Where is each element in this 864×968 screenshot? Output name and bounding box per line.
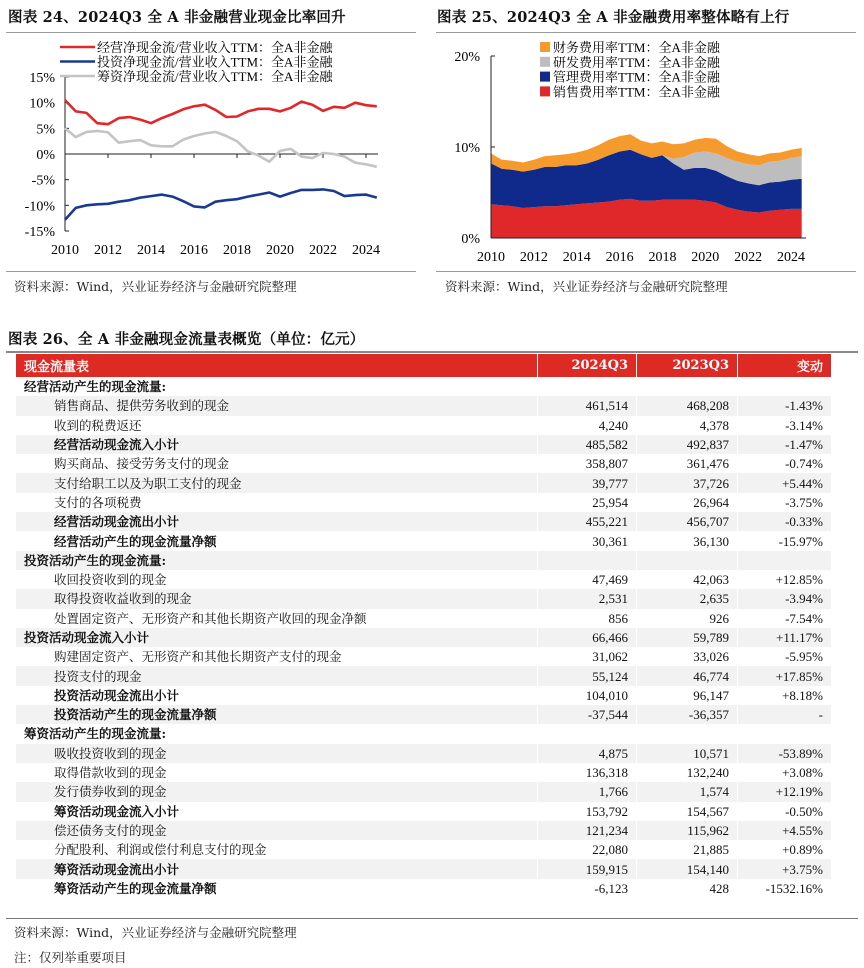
value-2024q3: 358,807 bbox=[538, 454, 637, 473]
value-2023q3: 37,726 bbox=[637, 473, 738, 492]
value-2024q3: 153,792 bbox=[538, 802, 637, 821]
figure25-title: 图表 25、2024Q3 全 A 非金融费用率整体略有上行 bbox=[437, 9, 790, 26]
row-label: 筹资活动现金流出小计 bbox=[16, 859, 538, 878]
table-row bbox=[16, 435, 832, 454]
column-header-change: 变动 bbox=[738, 354, 832, 377]
value-2023q3: 1,574 bbox=[637, 782, 738, 801]
table-row bbox=[16, 493, 832, 512]
table-row bbox=[16, 531, 832, 550]
value-2023q3: 2,635 bbox=[637, 589, 738, 608]
value-2024q3: 1,766 bbox=[538, 782, 637, 801]
value-change: -1.43% bbox=[738, 396, 832, 415]
value-change: -53.89% bbox=[738, 744, 832, 763]
row-label: 购买商品、接受劳务支付的现金 bbox=[16, 454, 538, 473]
table-row bbox=[16, 647, 832, 666]
table-row bbox=[16, 802, 832, 821]
legend-label: 经营净现金流/营业收入TTM：全A非金融 bbox=[97, 40, 333, 55]
row-label: 处置固定资产、无形资产和其他长期资产收回的现金净额 bbox=[16, 609, 538, 628]
table-section-row bbox=[16, 551, 832, 570]
value-2023q3: 468,208 bbox=[637, 396, 738, 415]
legend-label: 研发费用率TTM：全A非金融 bbox=[553, 54, 720, 70]
figure24-title: 图表 24、2024Q3 全 A 非金融营业现金比率回升 bbox=[8, 9, 346, 26]
value-change: +12.85% bbox=[738, 570, 832, 589]
table26-source: 资料来源：Wind，兴业证券经济与金融研究院整理 bbox=[14, 925, 297, 940]
row-label: 筹资活动产生的现金流量净额 bbox=[16, 879, 538, 898]
value-2023q3 bbox=[637, 377, 738, 396]
x-tick-label: 2024 bbox=[352, 243, 380, 258]
row-label: 销售商品、提供劳务收到的现金 bbox=[16, 396, 538, 415]
value-2024q3: -6,123 bbox=[538, 879, 637, 898]
row-label: 经营活动现金流入小计 bbox=[16, 435, 538, 454]
row-label: 取得借款收到的现金 bbox=[16, 763, 538, 782]
row-label: 投资活动产生的现金流量净额 bbox=[16, 705, 538, 724]
row-label: 取得投资收益收到的现金 bbox=[16, 589, 538, 608]
value-2024q3: 4,240 bbox=[538, 416, 637, 435]
y-tick-label: 5% bbox=[36, 122, 55, 138]
y-tick-label: -10% bbox=[24, 199, 55, 215]
value-change: +11.17% bbox=[738, 628, 832, 647]
x-tick-label: 2020 bbox=[691, 250, 720, 265]
table-top-divider bbox=[6, 351, 858, 353]
value-change: -3.94% bbox=[738, 589, 832, 608]
table-row bbox=[16, 473, 832, 492]
value-change: +17.85% bbox=[738, 666, 832, 685]
value-change: -1.47% bbox=[738, 435, 832, 454]
table-row bbox=[16, 744, 832, 763]
value-2023q3: 926 bbox=[637, 609, 738, 628]
table-section-row bbox=[16, 377, 832, 396]
value-2023q3: 21,885 bbox=[637, 840, 738, 859]
value-2024q3: 461,514 bbox=[538, 396, 637, 415]
value-2024q3: -37,544 bbox=[538, 705, 637, 724]
row-label: 发行债券收到的现金 bbox=[16, 782, 538, 801]
x-tick-label: 2020 bbox=[266, 243, 294, 258]
row-label: 吸收投资收到的现金 bbox=[16, 744, 538, 763]
legend-swatch bbox=[540, 42, 550, 52]
row-label: 经营活动产生的现金流量净额 bbox=[16, 531, 538, 550]
table-row bbox=[16, 416, 832, 435]
table-row bbox=[16, 666, 832, 685]
series-line-0 bbox=[65, 100, 377, 124]
value-2024q3: 66,466 bbox=[538, 628, 637, 647]
table-row bbox=[16, 859, 832, 878]
table-row bbox=[16, 570, 832, 589]
value-2023q3 bbox=[637, 724, 738, 743]
legend-label: 投资净现金流/营业收入TTM：全A非金融 bbox=[97, 54, 333, 70]
row-label: 偿还债务支付的现金 bbox=[16, 821, 538, 840]
table-row bbox=[16, 628, 832, 647]
x-tick-label: 2014 bbox=[137, 243, 165, 258]
legend-swatch bbox=[540, 72, 550, 82]
legend-swatch bbox=[540, 86, 550, 96]
figure24-source: 资料来源：Wind，兴业证券经济与金融研究院整理 bbox=[14, 279, 297, 294]
value-change: -3.14% bbox=[738, 416, 832, 435]
value-2023q3: 36,130 bbox=[637, 531, 738, 550]
x-tick-label: 2016 bbox=[605, 250, 634, 265]
x-tick-label: 2010 bbox=[51, 243, 79, 258]
row-label: 支付给职工以及为职工支付的现金 bbox=[16, 473, 538, 492]
value-2023q3: 154,140 bbox=[637, 859, 738, 878]
value-2023q3: 132,240 bbox=[637, 763, 738, 782]
table-header-row bbox=[16, 354, 832, 377]
value-2023q3: -36,357 bbox=[637, 705, 738, 724]
legend-label: 销售费用率TTM：全A非金融 bbox=[553, 84, 720, 100]
value-change: +8.18% bbox=[738, 686, 832, 705]
table26-note: 注：仅列举重要项目 bbox=[14, 950, 127, 965]
legend-label: 财务费用率TTM：全A非金融 bbox=[553, 40, 720, 55]
value-2024q3: 2,531 bbox=[538, 589, 637, 608]
value-2023q3: 154,567 bbox=[637, 802, 738, 821]
value-2023q3: 428 bbox=[637, 879, 738, 898]
value-change bbox=[738, 724, 832, 743]
x-tick-label: 2022 bbox=[734, 250, 763, 265]
value-2024q3: 4,875 bbox=[538, 744, 637, 763]
figure-bottom-divider bbox=[6, 271, 416, 272]
value-2024q3: 25,954 bbox=[538, 493, 637, 512]
value-2024q3: 104,010 bbox=[538, 686, 637, 705]
value-change: -0.50% bbox=[738, 802, 832, 821]
table-row bbox=[16, 840, 832, 859]
value-change: +12.19% bbox=[738, 782, 832, 801]
value-2024q3 bbox=[538, 377, 637, 396]
table-row bbox=[16, 454, 832, 473]
column-header-item: 现金流量表 bbox=[16, 354, 538, 377]
row-label: 投资支付的现金 bbox=[16, 666, 538, 685]
value-change: -5.95% bbox=[738, 647, 832, 666]
value-change: - bbox=[738, 705, 832, 724]
value-2024q3: 159,915 bbox=[538, 859, 637, 878]
figure-bottom-divider bbox=[436, 271, 856, 272]
table-row bbox=[16, 686, 832, 705]
value-2024q3: 136,318 bbox=[538, 763, 637, 782]
value-change: +5.44% bbox=[738, 473, 832, 492]
value-2023q3: 96,147 bbox=[637, 686, 738, 705]
x-tick-label: 2012 bbox=[519, 250, 548, 265]
value-2023q3: 4,378 bbox=[637, 416, 738, 435]
y-tick-label: -5% bbox=[31, 173, 55, 189]
legend-label: 管理费用率TTM：全A非金融 bbox=[553, 69, 720, 85]
value-2023q3: 26,964 bbox=[637, 493, 738, 512]
value-change: +3.75% bbox=[738, 859, 832, 878]
row-label: 购建固定资产、无形资产和其他长期资产支付的现金 bbox=[16, 647, 538, 666]
table-row bbox=[16, 821, 832, 840]
table-row bbox=[16, 512, 832, 531]
expense-ratio-area-chart bbox=[430, 33, 864, 269]
value-2024q3: 55,124 bbox=[538, 666, 637, 685]
x-tick-label: 2024 bbox=[777, 250, 806, 265]
row-label: 筹资活动产生的现金流量: bbox=[16, 724, 538, 743]
value-2023q3: 33,026 bbox=[637, 647, 738, 666]
table-row bbox=[16, 396, 832, 415]
value-2023q3: 492,837 bbox=[637, 435, 738, 454]
value-change: -15.97% bbox=[738, 531, 832, 550]
y-tick-label: 0% bbox=[36, 148, 55, 163]
value-2024q3: 455,221 bbox=[538, 512, 637, 531]
value-2023q3: 10,571 bbox=[637, 744, 738, 763]
y-tick-label: -15% bbox=[24, 225, 55, 240]
value-2024q3: 22,080 bbox=[538, 840, 637, 859]
y-tick-label: 20% bbox=[454, 50, 480, 65]
x-tick-label: 2018 bbox=[223, 243, 251, 258]
cash-ratio-line-chart bbox=[0, 33, 420, 269]
value-change: -0.33% bbox=[738, 512, 832, 531]
table-row bbox=[16, 782, 832, 801]
table-section-row bbox=[16, 724, 832, 743]
row-label: 支付的各项税费 bbox=[16, 493, 538, 512]
value-2024q3 bbox=[538, 724, 637, 743]
table-row bbox=[16, 705, 832, 724]
value-2023q3: 361,476 bbox=[637, 454, 738, 473]
value-2023q3 bbox=[637, 551, 738, 570]
series-line-1 bbox=[65, 189, 377, 219]
row-label: 经营活动现金流出小计 bbox=[16, 512, 538, 531]
value-2024q3: 30,361 bbox=[538, 531, 637, 550]
table-row bbox=[16, 763, 832, 782]
value-2023q3: 59,789 bbox=[637, 628, 738, 647]
value-2023q3: 42,063 bbox=[637, 570, 738, 589]
table-row bbox=[16, 879, 832, 898]
y-tick-label: 0% bbox=[461, 232, 480, 247]
value-2024q3: 39,777 bbox=[538, 473, 637, 492]
value-change: -3.75% bbox=[738, 493, 832, 512]
column-header-2024q3: 2024Q3 bbox=[538, 354, 637, 377]
x-tick-label: 2014 bbox=[562, 250, 591, 265]
value-change: +0.89% bbox=[738, 840, 832, 859]
column-header-2023q3: 2023Q3 bbox=[637, 354, 738, 377]
value-change: -7.54% bbox=[738, 609, 832, 628]
row-label: 收到的税费返还 bbox=[16, 416, 538, 435]
value-change: -0.74% bbox=[738, 454, 832, 473]
legend-label: 筹资净现金流/营业收入TTM：全A非金融 bbox=[97, 69, 333, 84]
row-label: 筹资活动现金流入小计 bbox=[16, 802, 538, 821]
table-row bbox=[16, 589, 832, 608]
x-tick-label: 2022 bbox=[309, 243, 337, 258]
x-tick-label: 2016 bbox=[180, 243, 208, 258]
value-2023q3: 46,774 bbox=[637, 666, 738, 685]
row-label: 分配股利、利润或偿付利息支付的现金 bbox=[16, 840, 538, 859]
row-label: 投资活动产生的现金流量: bbox=[16, 551, 538, 570]
table-bottom-divider bbox=[6, 918, 858, 919]
y-tick-label: 15% bbox=[29, 71, 55, 86]
table-row bbox=[16, 609, 832, 628]
value-2024q3: 47,469 bbox=[538, 570, 637, 589]
value-change: -1532.16% bbox=[738, 879, 832, 898]
cash-flow-table bbox=[16, 354, 832, 898]
y-tick-label: 10% bbox=[454, 141, 480, 156]
value-change: +4.55% bbox=[738, 821, 832, 840]
row-label: 投资活动现金流出小计 bbox=[16, 686, 538, 705]
x-tick-label: 2010 bbox=[477, 250, 505, 265]
value-2024q3: 856 bbox=[538, 609, 637, 628]
x-tick-label: 2018 bbox=[648, 250, 677, 265]
value-change bbox=[738, 551, 832, 570]
x-tick-label: 2012 bbox=[94, 243, 122, 258]
value-2023q3: 456,707 bbox=[637, 512, 738, 531]
table26-title: 图表 26、全 A 非金融现金流量表概览（单位：亿元） bbox=[8, 331, 365, 348]
value-change bbox=[738, 377, 832, 396]
row-label: 经营活动产生的现金流量: bbox=[16, 377, 538, 396]
value-change: +3.08% bbox=[738, 763, 832, 782]
value-2024q3: 121,234 bbox=[538, 821, 637, 840]
value-2024q3: 31,062 bbox=[538, 647, 637, 666]
legend-swatch bbox=[540, 57, 550, 67]
y-tick-label: 10% bbox=[29, 96, 55, 112]
value-2023q3: 115,962 bbox=[637, 821, 738, 840]
figure25-source: 资料来源：Wind，兴业证券经济与金融研究院整理 bbox=[445, 279, 728, 294]
value-2024q3 bbox=[538, 551, 637, 570]
value-2024q3: 485,582 bbox=[538, 435, 637, 454]
row-label: 投资活动现金流入小计 bbox=[16, 628, 538, 647]
series-line-2 bbox=[65, 128, 377, 167]
row-label: 收回投资收到的现金 bbox=[16, 570, 538, 589]
